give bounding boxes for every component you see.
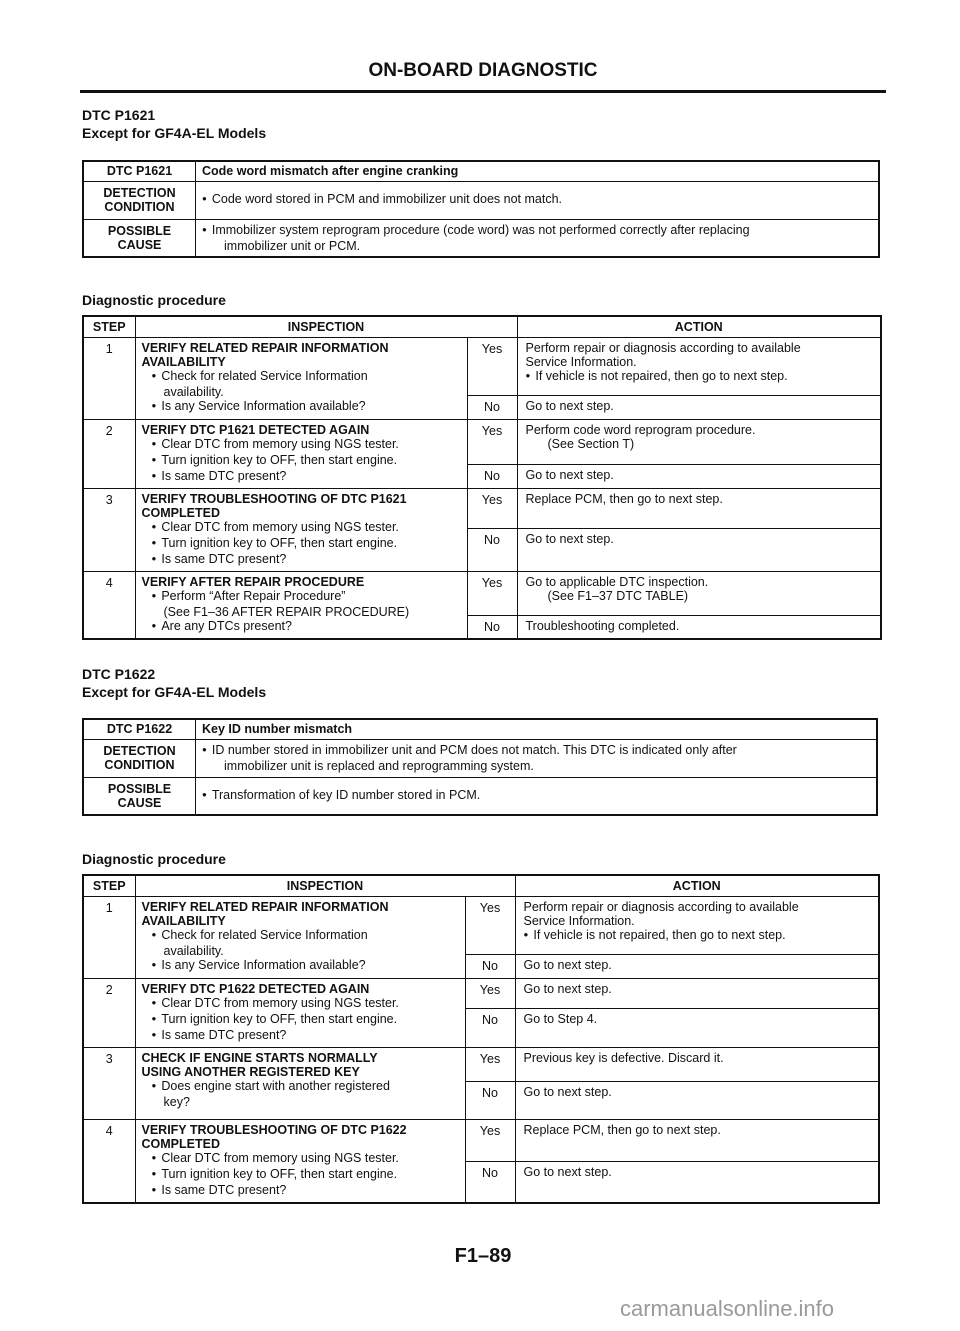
- bullet-icon: [152, 552, 162, 566]
- inspection-title-cont: AVAILABILITY: [141, 914, 226, 928]
- action-text: (See F1–37 DTC TABLE): [547, 589, 689, 603]
- answer-yes: Yes: [467, 489, 517, 529]
- dtc-p1621-code-cell: DTC P1621: [83, 161, 196, 181]
- inspection-title: VERIFY TROUBLESHOOTING OF DTC P1622: [141, 1123, 407, 1137]
- cause-text-line2: immobilizer unit or PCM.: [224, 238, 361, 253]
- dtc-p1621-detection-condition: [196, 181, 880, 219]
- page-number: F1–89: [454, 1245, 512, 1267]
- inspection-bullet-cont: availability.: [163, 385, 224, 399]
- bullet-icon: [202, 223, 212, 237]
- answer-no: No: [467, 396, 517, 420]
- step-number: 4: [83, 572, 135, 640]
- dtc-p1621-procedure-title: Diagnostic procedure: [82, 292, 226, 308]
- inspection-title-cont: COMPLETED: [141, 506, 220, 520]
- inspection-bullet: Clear DTC from memory using NGS tester.: [161, 1151, 399, 1165]
- action-text: (See Section T): [547, 437, 635, 451]
- answer-yes: Yes: [467, 420, 517, 465]
- step-number: 4: [83, 1120, 135, 1204]
- step-number: 1: [83, 338, 135, 420]
- bullet-icon: [152, 520, 162, 534]
- bullet-icon: [152, 399, 162, 413]
- dtc-p1621-description: Code word mismatch after engine cranking: [196, 161, 880, 181]
- answer-yes: Yes: [467, 572, 517, 616]
- answer-no: No: [467, 616, 517, 639]
- table-row: [83, 420, 881, 465]
- title-rule: [80, 90, 886, 93]
- inspection-title: VERIFY RELATED REPAIR INFORMATION: [141, 341, 389, 355]
- inspection-bullet-cont: availability.: [163, 944, 224, 958]
- step-inspection: [135, 338, 467, 420]
- inspection-bullet-cont: (See F1–36 AFTER REPAIR PROCEDURE): [163, 605, 410, 619]
- inspection-title: CHECK IF ENGINE STARTS NORMALLY: [141, 1051, 378, 1065]
- inspection-bullet: Check for related Service Information: [161, 928, 368, 942]
- bullet-icon: [152, 1012, 162, 1026]
- bullet-icon: [152, 1151, 162, 1165]
- bullet-icon: [152, 619, 162, 633]
- dtc-p1621-heading: DTC P1621: [82, 107, 156, 123]
- inspection-bullet: Is any Service Information available?: [161, 399, 366, 413]
- bullet-icon: [152, 453, 162, 467]
- step-number: 3: [83, 489, 135, 572]
- inspection-bullet: Clear DTC from memory using NGS tester.: [161, 996, 399, 1010]
- answer-no: No: [465, 955, 515, 979]
- bullet-icon: [152, 928, 162, 942]
- bullet-icon: [202, 192, 212, 206]
- action-yes: [515, 897, 879, 955]
- table-row: [83, 1048, 879, 1082]
- col-step-header: STEP: [83, 875, 135, 897]
- inspection-title: VERIFY DTC P1621 DETECTED AGAIN: [141, 423, 370, 437]
- bullet-icon: [152, 536, 162, 550]
- answer-no: No: [467, 464, 517, 488]
- col-action-header: ACTION: [515, 875, 879, 897]
- inspection-bullet-cont: key?: [163, 1095, 190, 1109]
- inspection-title-cont: AVAILABILITY: [141, 355, 226, 369]
- cause-label-line2: CAUSE: [117, 795, 162, 810]
- action-text: If vehicle is not repaired, then go to next step.: [535, 369, 788, 383]
- bullet-icon: [152, 996, 162, 1010]
- step-inspection: [135, 572, 467, 640]
- action-no: Go to next step.: [517, 464, 881, 488]
- inspection-bullet: Is any Service Information available?: [161, 958, 366, 972]
- detection-text-line1: ID number stored in immobilizer unit and PCM does not match. This DTC is indicated only after: [211, 743, 737, 757]
- action-no: Go to next step.: [515, 955, 879, 979]
- action-no: Go to next step.: [515, 1082, 879, 1120]
- step-inspection: [135, 1120, 465, 1204]
- dtc-p1622-info-table: [82, 718, 878, 816]
- inspection-bullet: Turn ignition key to OFF, then start engine.: [161, 453, 398, 467]
- action-yes: Replace PCM, then go to next step.: [515, 1120, 879, 1162]
- watermark: carmanualsonline.info: [620, 1296, 835, 1321]
- table-row: [83, 897, 879, 955]
- action-yes: [517, 572, 881, 616]
- inspection-title: VERIFY TROUBLESHOOTING OF DTC P1621: [141, 492, 407, 506]
- inspection-title-cont: USING ANOTHER REGISTERED KEY: [141, 1065, 360, 1079]
- dtc-p1622-subheading: Except for GF4A-EL Models: [82, 684, 267, 700]
- inspection-bullet: Is same DTC present?: [161, 1028, 287, 1042]
- step-inspection: [135, 1048, 465, 1120]
- answer-no: No: [465, 1009, 515, 1048]
- bullet-icon: [152, 1167, 162, 1181]
- dtc-p1621-subheading: Except for GF4A-EL Models: [82, 125, 267, 141]
- bullet-icon: [152, 958, 162, 972]
- detection-text: Code word stored in PCM and immobilizer unit does not match.: [211, 192, 563, 206]
- bullet-icon: [152, 369, 162, 383]
- page-title: ON-BOARD DIAGNOSTIC: [368, 60, 598, 81]
- answer-no: No: [465, 1082, 515, 1120]
- answer-yes: Yes: [465, 979, 515, 1009]
- action-text: Perform code word reprogram procedure.: [525, 423, 756, 437]
- dtc-p1622-procedure-table: [82, 874, 880, 1204]
- inspection-bullet: Is same DTC present?: [161, 469, 287, 483]
- action-yes: [517, 420, 881, 465]
- inspection-bullet: Check for related Service Information: [161, 369, 368, 383]
- step-inspection: [135, 979, 465, 1048]
- bullet-icon: [152, 1183, 162, 1197]
- col-inspection-header: INSPECTION: [135, 875, 515, 897]
- inspection-title: VERIFY DTC P1622 DETECTED AGAIN: [141, 982, 370, 996]
- dtc-p1622-code-cell: DTC P1622: [83, 719, 196, 739]
- action-no: Go to next step.: [517, 529, 881, 572]
- inspection-bullet: Turn ignition key to OFF, then start engine.: [161, 1012, 398, 1026]
- cause-text: Transformation of key ID number stored in PCM.: [211, 787, 481, 802]
- inspection-title: VERIFY AFTER REPAIR PROCEDURE: [141, 575, 365, 589]
- detection-label-line2: CONDITION: [104, 758, 175, 772]
- step-inspection: [135, 420, 467, 489]
- step-number: 2: [83, 979, 135, 1048]
- action-text: If vehicle is not repaired, then go to next step.: [533, 928, 786, 942]
- cause-label-line2: CAUSE: [117, 237, 162, 252]
- cause-text-line1: Immobilizer system reprogram procedure (code word) was not performed correctly after replacing: [211, 222, 750, 237]
- inspection-bullet: Clear DTC from memory using NGS tester.: [161, 520, 399, 534]
- dtc-p1622-possible-cause: [196, 777, 878, 815]
- bullet-icon: [152, 589, 162, 603]
- col-inspection-header: INSPECTION: [135, 316, 517, 338]
- step-inspection: [135, 489, 467, 572]
- inspection-title: VERIFY RELATED REPAIR INFORMATION: [141, 900, 389, 914]
- action-text: Perform repair or diagnosis according to available: [525, 341, 801, 355]
- answer-no: No: [467, 529, 517, 572]
- action-text: Service Information.: [525, 355, 637, 369]
- answer-yes: Yes: [467, 338, 517, 396]
- action-no: Go to next step.: [515, 1161, 879, 1203]
- answer-yes: Yes: [465, 1120, 515, 1162]
- table-row: [83, 572, 881, 616]
- dtc-p1621-detection-label: [83, 181, 196, 219]
- dtc-p1621-possible-cause: [196, 219, 880, 257]
- bullet-icon: [202, 743, 212, 757]
- action-text: Go to applicable DTC inspection.: [525, 575, 709, 589]
- inspection-bullet: Perform “After Repair Procedure”: [161, 589, 346, 603]
- inspection-bullet: Are any DTCs present?: [161, 619, 292, 633]
- bullet-icon: [152, 1028, 162, 1042]
- col-action-header: ACTION: [517, 316, 881, 338]
- inspection-bullet: Turn ignition key to OFF, then start engine.: [161, 536, 398, 550]
- detection-label-line2: CONDITION: [104, 200, 175, 214]
- step-number: 1: [83, 897, 135, 979]
- detection-label-line1: DETECTION: [103, 186, 176, 200]
- action-no: Go to next step.: [517, 396, 881, 420]
- col-step-header: STEP: [83, 316, 135, 338]
- answer-yes: Yes: [465, 897, 515, 955]
- dtc-p1622-cause-label: [83, 777, 196, 815]
- inspection-bullet: Does engine start with another registered: [161, 1079, 390, 1093]
- step-number: 3: [83, 1048, 135, 1120]
- bullet-icon: [524, 928, 534, 942]
- dtc-p1621-info-table: [82, 160, 880, 258]
- dtc-p1622-section-title: [82, 665, 266, 701]
- action-no: Troubleshooting completed.: [517, 616, 881, 639]
- step-inspection: [135, 897, 465, 979]
- inspection-bullet: Is same DTC present?: [161, 552, 287, 566]
- action-yes: Previous key is defective. Discard it.: [515, 1048, 879, 1082]
- detection-text-line2: immobilizer unit is replaced and reprogramming system.: [224, 759, 534, 773]
- bullet-icon: [152, 469, 162, 483]
- action-text: Service Information.: [523, 914, 635, 928]
- dtc-p1621-section-title: [82, 106, 266, 142]
- dtc-p1621-procedure-table: [82, 315, 882, 640]
- inspection-bullet: Clear DTC from memory using NGS tester.: [161, 437, 399, 451]
- table-row: [83, 338, 881, 396]
- dtc-p1621-cause-label: [83, 219, 196, 257]
- inspection-bullet: Turn ignition key to OFF, then start engine.: [161, 1167, 398, 1181]
- action-no: Go to Step 4.: [515, 1009, 879, 1048]
- action-yes: [517, 338, 881, 396]
- dtc-p1622-detection-condition: [196, 739, 878, 777]
- action-yes: Replace PCM, then go to next step.: [517, 489, 881, 529]
- dtc-p1622-detection-label: [83, 739, 196, 777]
- cause-label-line1: POSSIBLE: [107, 223, 172, 238]
- detection-label-line1: DETECTION: [103, 744, 176, 758]
- bullet-icon: [152, 437, 162, 451]
- answer-no: No: [465, 1161, 515, 1203]
- inspection-bullet: Is same DTC present?: [161, 1183, 287, 1197]
- bullet-icon: [526, 369, 536, 383]
- bullet-icon: [152, 1079, 162, 1093]
- dtc-p1622-heading: DTC P1622: [82, 666, 156, 682]
- table-row: [83, 979, 879, 1009]
- action-text: Perform repair or diagnosis according to available: [523, 900, 799, 914]
- cause-label-line1: POSSIBLE: [107, 781, 172, 796]
- step-number: 2: [83, 420, 135, 489]
- inspection-title-cont: COMPLETED: [141, 1137, 220, 1151]
- dtc-p1622-procedure-title: Diagnostic procedure: [82, 851, 226, 867]
- answer-yes: Yes: [465, 1048, 515, 1082]
- table-row: [83, 1120, 879, 1162]
- table-row: [83, 489, 881, 529]
- dtc-p1622-description: Key ID number mismatch: [196, 719, 878, 739]
- bullet-icon: [202, 788, 212, 802]
- action-yes: Go to next step.: [515, 979, 879, 1009]
